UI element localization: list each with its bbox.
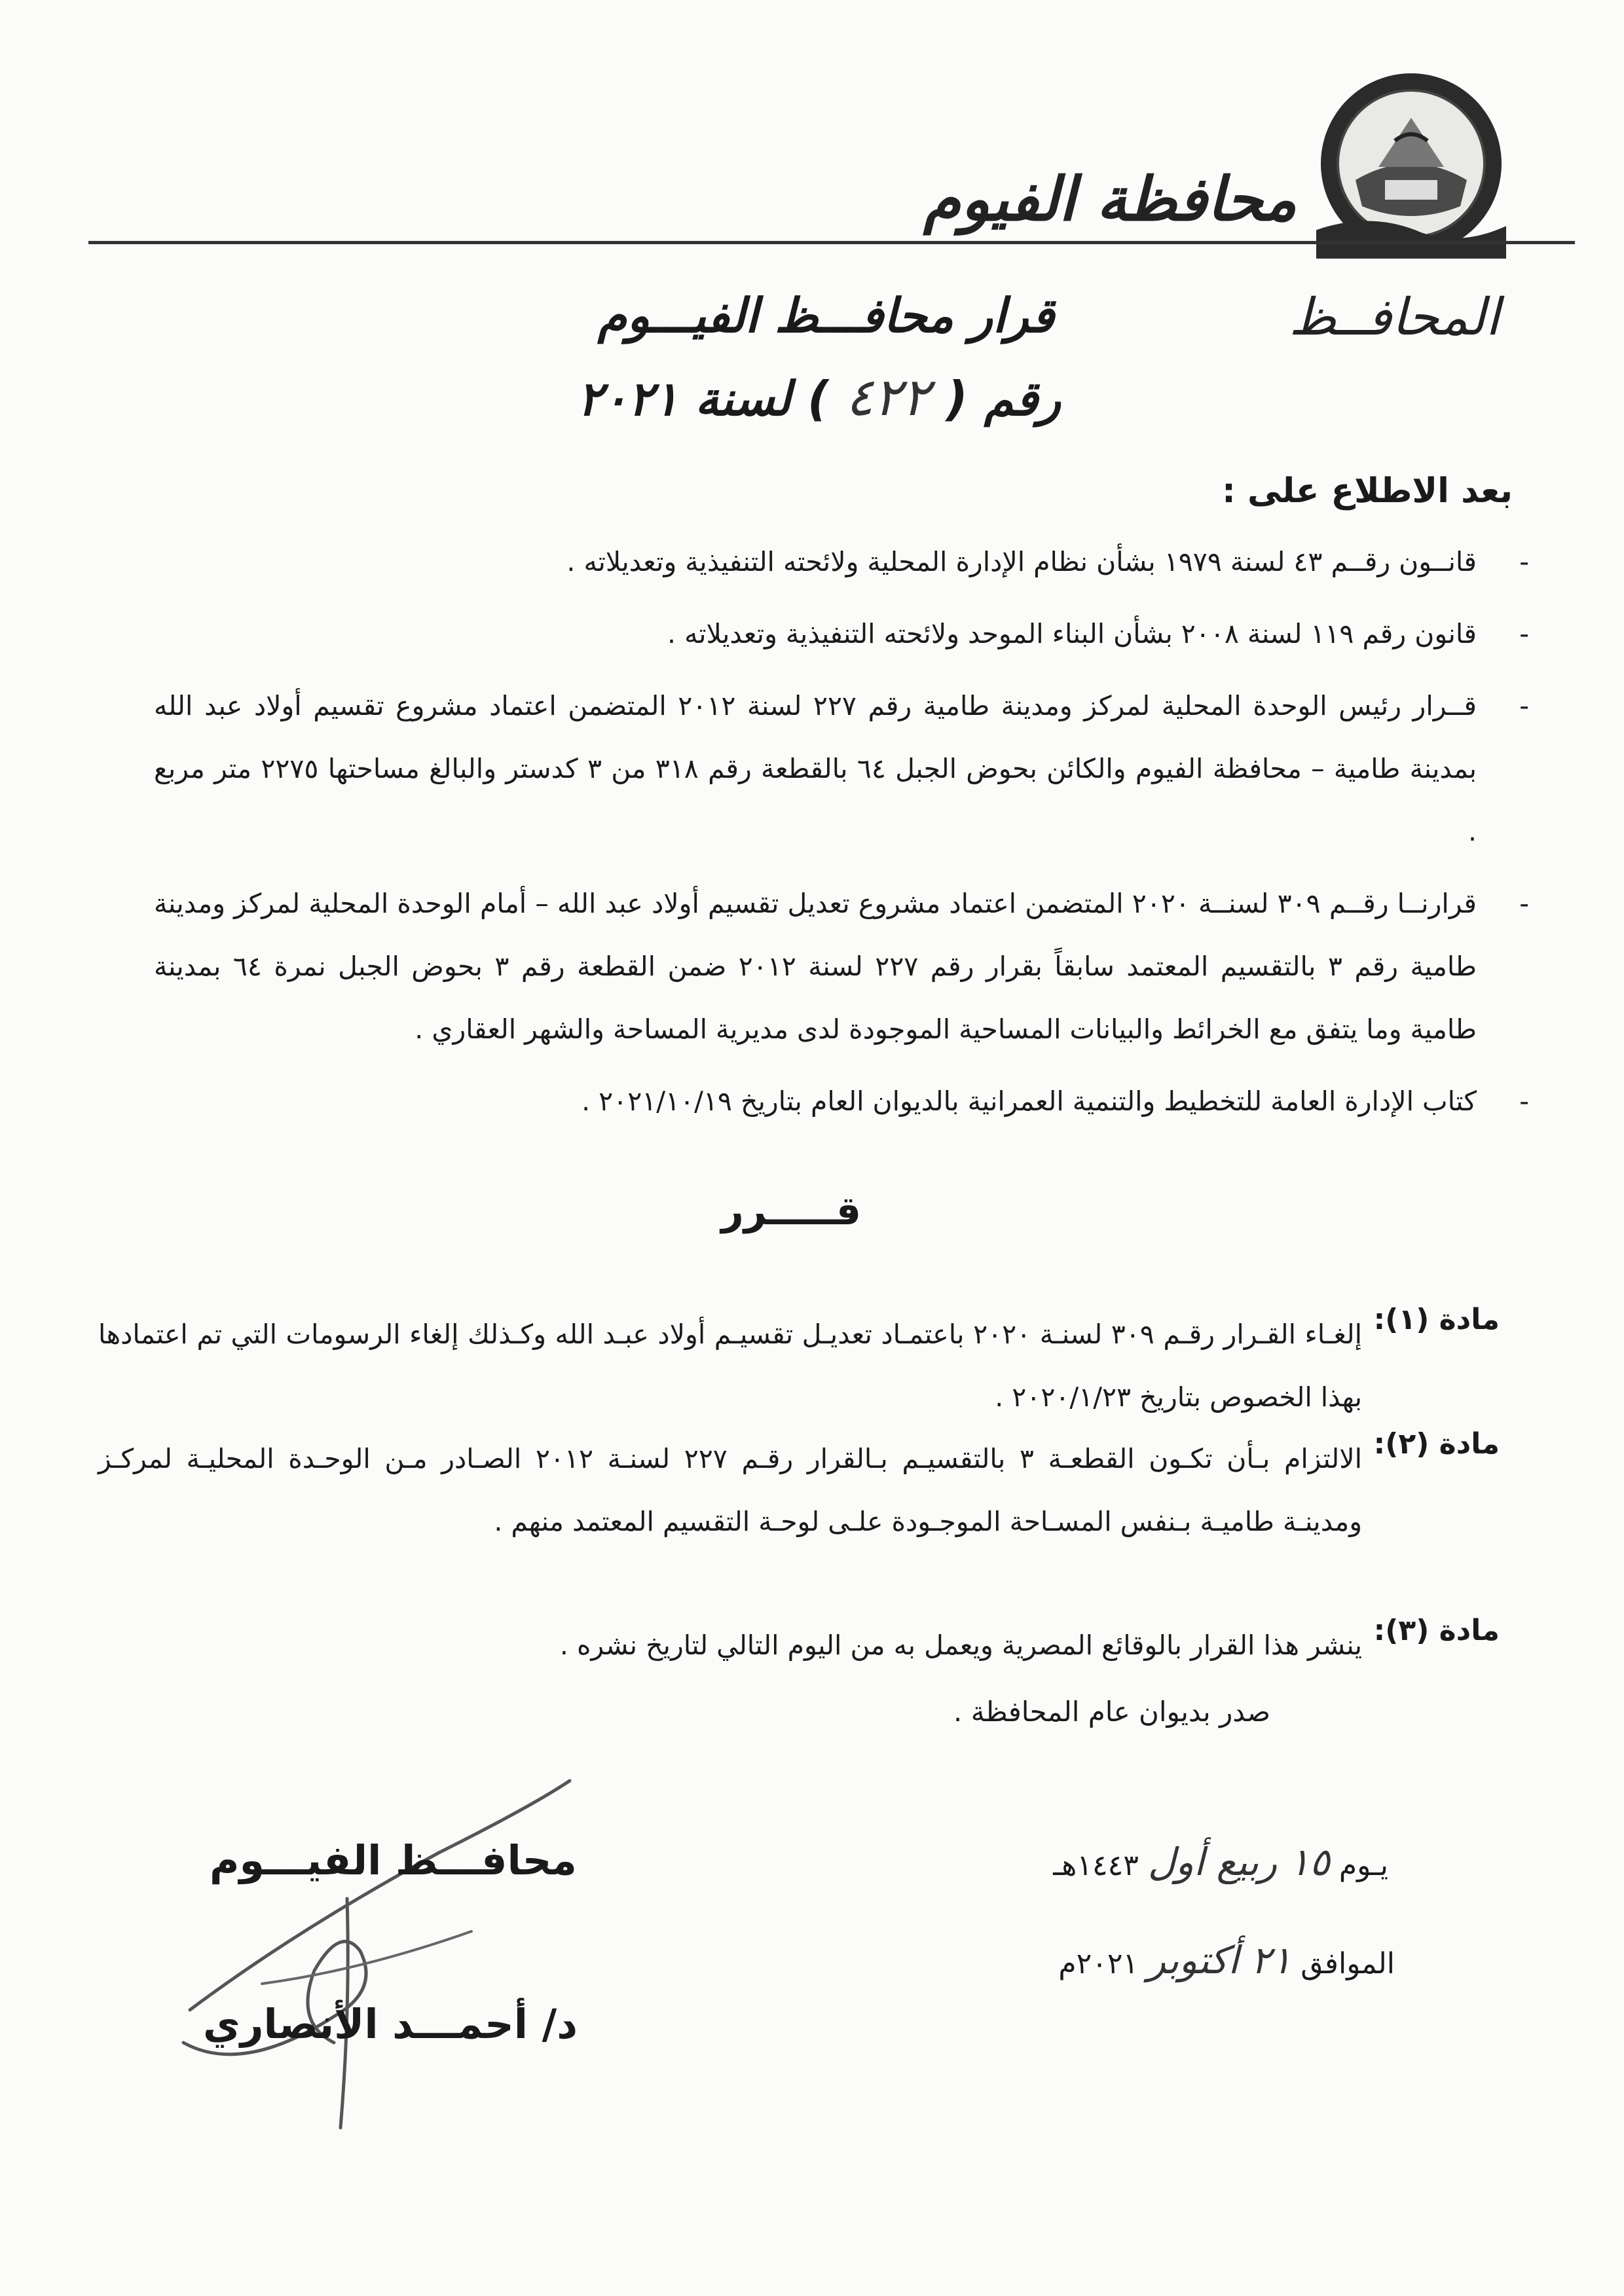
signatory-title: محافـــظ الفيـــوم bbox=[210, 1836, 577, 1884]
gregorian-date-prefix: الموافق bbox=[1301, 1947, 1395, 1980]
hijri-date bbox=[1053, 1840, 1388, 1884]
hijri-date-handwritten: ١٥ ربيع أول bbox=[1147, 1840, 1330, 1884]
article-text: إلغـاء القـرار رقـم ٣٠٩ لسنـة ٢٠٢٠ باعتمـاد تعديـل تقسيـم أولاد عبـد الله وكـذلك إلغاء الرسومات التي تم اعتمادها بهذا الخصوص بتاريخ ٢٠٢٠/١/٢٣ . bbox=[98, 1319, 1362, 1413]
gregorian-date bbox=[1058, 1938, 1395, 1982]
hijri-date-prefix: يـوم bbox=[1338, 1849, 1388, 1882]
article-text: الالتزام بـأن تكـون القطعـة ٣ بالتقسيـم بـالقرار رقـم ٢٢٧ لسنـة ٢٠١٢ الصـادر مـن الوحـدة المحليـة لمركـز ومدينـة طاميـة بـنفس المسـاحة الموجـودة علـى لوحـة التقسيم المعتمد منهم . bbox=[98, 1443, 1363, 1537]
decision-title: قرار محافـــظ الفيـــوم bbox=[597, 288, 1054, 343]
preamble-item: - قرارنــا رقــم ٣٠٩ لسنــة ٢٠٢٠ المتضمن اعتماد مشروع تعديل تقسيم أولاد عبد الله – أمام الوحدة المحلية لمركز ومدينة طامية رقم ٣ بالتقسيم المعتمد سابقاً بقرار رقم ٢٢٧ لسنة ٢٠١٢ ضمن القطعة رقم ٣ بحوض الجبل نمرة ٦٤ بمدينة طامية وما يتفق مع الخرائط والبيانات المساحية الموجودة لدى مديرية المساحة والشهر العقاري . bbox=[154, 872, 1503, 1061]
preamble-item: - قانون رقم ١١٩ لسنة ٢٠٠٨ بشأن البناء الموحد ولائحته التنفيذية وتعديلاته . bbox=[154, 602, 1503, 665]
governorate-name: محافظة الفيوم bbox=[923, 164, 1297, 234]
decision-number-line bbox=[578, 367, 1061, 428]
decided-heading: قـــــرر bbox=[721, 1188, 861, 1234]
office-label: المحافــظ bbox=[1289, 288, 1500, 347]
governor-signature-icon bbox=[164, 1735, 622, 2141]
article-label: مادة (٢): bbox=[1373, 1427, 1500, 1461]
governorate-seal-icon bbox=[1316, 69, 1506, 259]
preamble-item: - قــرار رئيس الوحدة المحلية لمركز ومدينة طامية رقم ٢٢٧ لسنة ٢٠١٢ المتضمن اعتماد مشروع تقسيم أولاد عبد الله بمدينة طامية – محافظة الفيوم والكائن بحوض الجبل ٦٤ بالقطعة رقم ٣١٨ من ٣ كدستر والبالغ مساحتها ٢٢٧٥ متر مربع . bbox=[154, 674, 1503, 863]
signatory-name: د/ أحمـــد الأنصاري bbox=[203, 2000, 578, 2048]
article-label: مادة (١): bbox=[1373, 1303, 1500, 1336]
decision-year: ) لسنة ٢٠٢١ bbox=[577, 371, 829, 426]
issued-statement: صدر بديوان عام المحافظة . bbox=[953, 1696, 1270, 1728]
article-text: ينشر هذا القرار بالوقائع المصرية ويعمل به من اليوم التالي لتاريخ نشره . bbox=[559, 1630, 1362, 1661]
preamble-item: - كتاب الإدارة العامة للتخطيط والتنمية العمرانية بالديوان العام بتاريخ ٢٠٢١/١٠/١٩ . bbox=[154, 1070, 1503, 1133]
header-divider bbox=[88, 241, 1575, 244]
preamble-heading: بعد الاطلاع على : bbox=[1222, 471, 1513, 511]
decision-number: ٤٢٢ bbox=[845, 367, 930, 428]
preamble-item: - قانــون رقــم ٤٣ لسنة ١٩٧٩ بشأن نظام الإدارة المحلية ولائحته التنفيذية وتعديلاته . bbox=[154, 530, 1503, 593]
article-label: مادة (٣): bbox=[1373, 1614, 1500, 1647]
hijri-date-year: ١٤٤٣هـ bbox=[1053, 1849, 1139, 1882]
gregorian-date-handwritten: ٢١ أكتوبر bbox=[1147, 1938, 1292, 1982]
gregorian-date-year: ٢٠٢١م bbox=[1058, 1947, 1139, 1980]
preamble-list bbox=[154, 530, 1503, 1142]
decision-number-prefix: رقم ( bbox=[946, 371, 1061, 426]
